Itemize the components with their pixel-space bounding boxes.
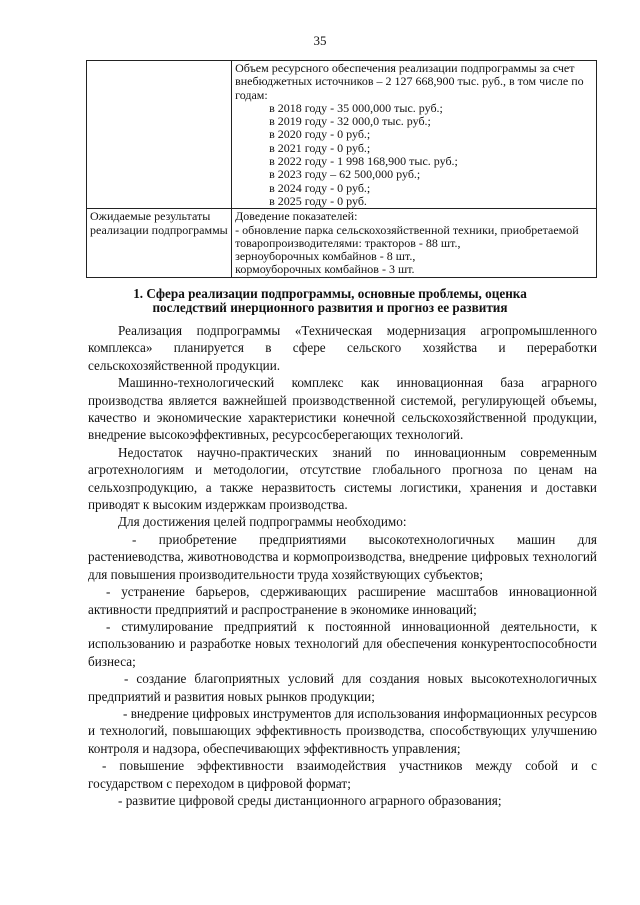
- table-row-funding: [87, 61, 597, 209]
- bullet-item: - повышение эффективности взаимодействия участников между собой и с государством с переходом в цифровой формат;: [88, 758, 597, 791]
- funding-intro: Объем ресурсного обеспечения реализации подпрограммы за счет внебюджетных источников – 2 127 668,900 тыс. руб., в том числе по годам:: [235, 61, 584, 102]
- expected-line: кормоуборочных комбайнов - 3 шт.: [235, 262, 415, 277]
- paragraph: Для достижения целей подпрограммы необходимо:: [118, 514, 407, 530]
- bullet-item: - устранение барьеров, сдерживающих расширение масштабов инновационной активности предприятий и распространение в экономике инноваций;: [88, 584, 597, 617]
- paragraph: Машинно-технологический комплекс как инновационная база аграрного производства является важнейшей производственной системой, регулирующей объемы, качество и экономические характеристики конечной сельскохозяйственной продукции, внедрение высокоэффективных, ресурсосберегающих технологий.: [88, 375, 597, 443]
- bullet-item: - развитие цифровой среды дистанционного аграрного образования;: [118, 792, 502, 808]
- funding-year-2019: в 2019 году - 32 000,0 тыс. руб.;: [269, 114, 431, 129]
- table-cell-empty: [87, 61, 232, 209]
- expected-line: Доведение показателей:: [235, 209, 358, 224]
- funding-year-2021: в 2021 году - 0 руб.;: [269, 140, 371, 155]
- paragraph: Реализация подпрограммы «Техническая модернизация агропромышленного комплекса» планируется в сфере сельского хозяйства и переработки сельскохозяйственной продукции.: [88, 323, 597, 373]
- bullet-item: - стимулирование предприятий к постоянной инновационной деятельности, к использованию и разработке новых технологий для обеспечения конкурентоспособности бизнеса;: [88, 618, 597, 669]
- program-passport-table: [86, 60, 597, 278]
- bullet-item: - внедрение цифровых инструментов для использования информационных ресурсов и технологий, повышающих эффективность производства, способствующих улучшению контроля и надзора, обеспечивающих эффективность управления;: [88, 705, 597, 756]
- funding-year-2018: в 2018 году - 35 000,000 тыс. руб.;: [269, 100, 443, 115]
- table-row-expected-results: [87, 209, 597, 277]
- funding-year-2025: в 2025 году - 0 руб.: [269, 193, 367, 208]
- bullet-item: - приобретение предприятиями высокотехнологичных машин для растениеводства, животноводства и кормопроизводства, внедрение цифровых технологий для повышения производительности труда хозяйствующих субъектов;: [88, 531, 597, 582]
- paragraph: Недостаток научно-практических знаний по инновационным современным агротехнологиям и методологии, отсутствие глобального прогноза по ценам на сельхозпродукцию, а также неразвитость системы логистики, хранения и доставки приводят к высоким издержкам производства.: [88, 444, 597, 513]
- funding-year-2023: в 2023 году – 62 500,000 руб.;: [269, 167, 421, 182]
- funding-year-2020: в 2020 году - 0 руб.;: [269, 127, 371, 142]
- expected-line: - обновление парка сельскохозяйственной техники, приобретаемой товаропроизводителями: тракторов - 88 шт.,: [235, 222, 579, 250]
- table-cell-expected-results: [232, 209, 597, 277]
- funding-year-2022: в 2022 году - 1 998 168,900 тыс. руб.;: [269, 154, 458, 169]
- expected-line: зерноуборочных комбайнов - 8 шт.,: [235, 249, 416, 264]
- page-number: 35: [313, 33, 327, 48]
- table-cell-funding: [232, 61, 597, 209]
- section-heading: 1. Сфера реализации подпрограммы, основные проблемы, оценка последствий инерционного развития и прогноз ее развития: [133, 286, 527, 315]
- expected-results-label: Ожидаемые результаты реализации подпрограммы: [87, 209, 232, 277]
- bullet-item: - создание благоприятных условий для создания новых высокотехнологичных предприятий и развития новых рынков продукции;: [88, 671, 597, 704]
- section-body: [88, 322, 597, 809]
- funding-year-2024: в 2024 году - 0 руб.;: [269, 180, 371, 195]
